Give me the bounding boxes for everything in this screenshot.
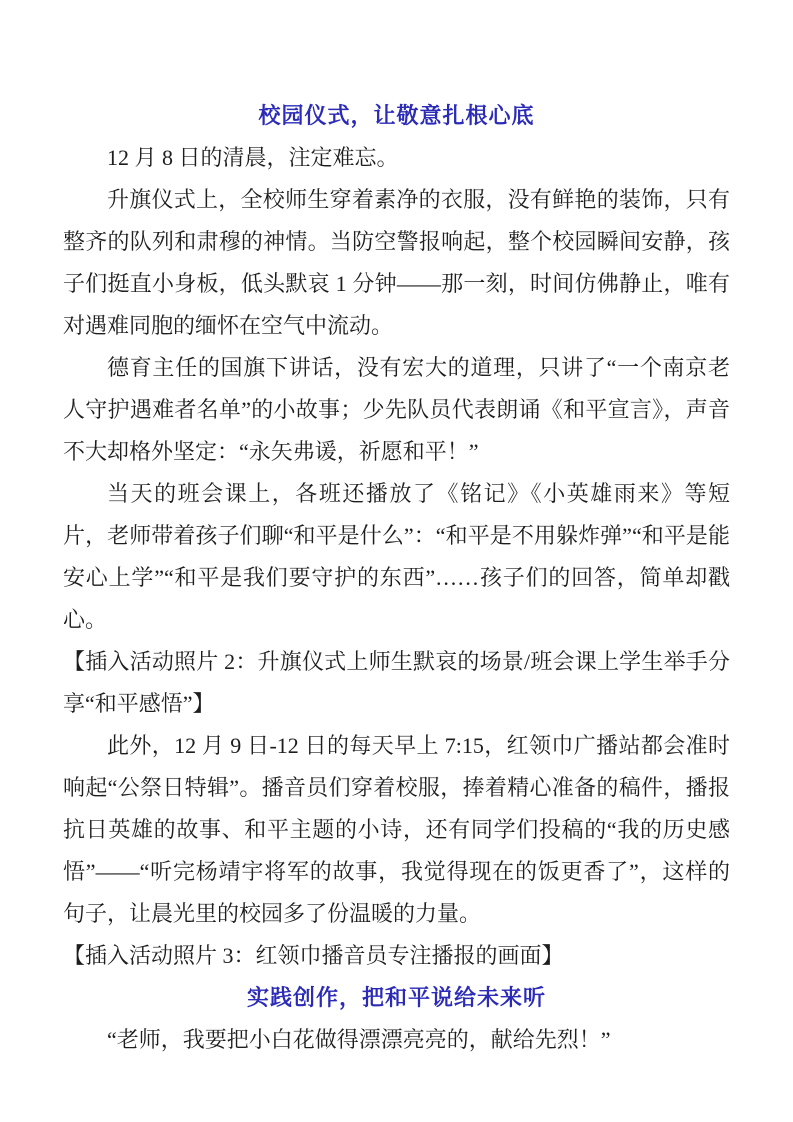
paragraph-broadcast: 此外，12 月 9 日-12 日的每天早上 7:15，红领巾广播站都会准时响起“公祭日特辑”。播音员们穿着校服，捧着精心准备的稿件，播报抗日英雄的故事、和平主题的小诗，还有同学们投稿的“我的历史感悟”——“听完杨靖宇将军的故事，我觉得现在的饭更香了”，这样的句子，让晨光里的校园多了份温暖的力量。 bbox=[63, 733, 730, 926]
section-heading-practice-creation: 实践创作，把和平说给未来听 bbox=[246, 985, 546, 1010]
paragraph-white-flower-quote: “老师，我要把小白花做得漂漂亮亮的，献给先烈！” bbox=[107, 1027, 611, 1052]
paragraph-flag-ceremony: 升旗仪式上，全校师生穿着素净的衣服，没有鲜艳的装饰，只有整齐的队列和肃穆的神情。当防空警报响起，整个校园瞬间安静，孩子们挺直小身板，低头默哀 1 分钟——那一刻，时间仿佛静止，唯有对遇难同胞的缅怀在空气中流动。 bbox=[63, 187, 730, 338]
paragraph-class-meeting: 当天的班会课上，各班还播放了《铭记》《小英雄雨来》等短片，老师带着孩子们聊“和平是什么”：“和平是不用躲炸弹”“和平是能安心上学”“和平是我们要守护的东西”……孩子们的回答，简单却戳心。 bbox=[63, 481, 730, 632]
photo-placeholder-2: 【插入活动照片 2：升旗仪式上师生默哀的场景/班会课上学生举手分享“和平感悟”】 bbox=[63, 649, 730, 716]
paragraph-speech: 德育主任的国旗下讲话，没有宏大的道理，只讲了“一个南京老人守护遇难者名单”的小故事；少先队员代表朗诵《和平宣言》，声音不大却格外坚定：“永矢弗谖，祈愿和平！” bbox=[63, 355, 730, 464]
document-content bbox=[63, 95, 730, 1061]
section-heading-campus-ceremony: 校园仪式，让敬意扎根心底 bbox=[258, 103, 535, 128]
paragraph-morning: 12 月 8 日的清晨，注定难忘。 bbox=[107, 145, 399, 170]
photo-placeholder-3: 【插入活动照片 3：红领巾播音员专注播报的画面】 bbox=[63, 943, 564, 968]
